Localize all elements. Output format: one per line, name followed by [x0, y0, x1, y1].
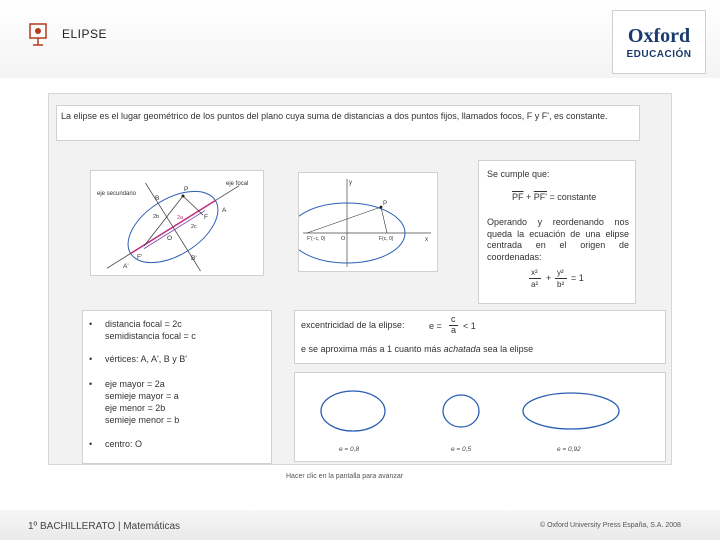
label-f: F — [204, 214, 208, 221]
frac-b2: b² — [557, 280, 565, 289]
label-eje-focal: eje focal — [226, 181, 249, 187]
label-fp: F'(−c, 0) — [307, 236, 326, 242]
bullet-2: • — [89, 354, 93, 364]
example-label-2: e = 0,5 — [451, 446, 472, 453]
equals-one: = 1 — [571, 273, 584, 283]
radius-pf — [183, 196, 203, 215]
point-p — [380, 206, 383, 209]
label-2a: 2a — [177, 215, 184, 221]
ellipse-elements-svg — [91, 171, 263, 275]
frac-a: a — [451, 325, 457, 335]
label-2c: 2c — [191, 224, 197, 230]
example-ellipse-3 — [523, 393, 619, 429]
oxford-logo — [612, 10, 706, 74]
eccentricity-label: excentricidad de la elipse: — [301, 320, 405, 330]
bullet-3: • — [89, 379, 93, 389]
eccentricity-examples-svg — [295, 373, 665, 461]
frac-a2: a² — [531, 280, 539, 289]
example-ellipse-2 — [443, 395, 479, 427]
ellipse-equation — [529, 267, 619, 297]
eccentricity-examples-box — [294, 372, 666, 462]
desc-pre: e se aproxima más a 1 cuanto más — [301, 344, 444, 354]
example-ellipse-1 — [321, 391, 385, 431]
ellipse-coordinates-svg — [299, 173, 437, 271]
desc-post: sea la elipse — [480, 344, 534, 354]
property-center: centro: O — [105, 439, 143, 449]
lectern-icon — [28, 22, 48, 46]
frac-c: c — [451, 314, 456, 324]
page-title: ELIPSE — [62, 27, 108, 41]
label-f: F(c, 0) — [379, 236, 394, 242]
eccentricity-description — [301, 344, 533, 356]
operando-text: Operando y reordenando nos queda la ecuación de una elipse centrada en el origen de coordenadas: — [487, 217, 629, 262]
property-minor-axis: eje menor = 2b — [105, 403, 166, 413]
bullet-1: • — [89, 319, 93, 329]
cumple-text: Se cumple que: — [487, 169, 550, 179]
example-label-3: e = 0,92 — [557, 446, 581, 453]
advance-hint[interactable]: Hacer clic en la pantalla para avanzar — [286, 473, 404, 480]
definition-text: La elipse es el lugar geométrico de los puntos del plano cuya suma de distancias a dos puntos fijos, llamados focos, F y F', es constante. — [61, 111, 608, 121]
frac-x2: x² — [531, 268, 538, 277]
label-ap: A' — [123, 263, 129, 270]
example-label-1: e = 0,8 — [339, 446, 360, 453]
logo-text-oxford: Oxford — [627, 25, 691, 47]
logo-text-educacion: EDUCACIÓN — [626, 49, 692, 60]
equals-constante: = constante — [547, 192, 597, 202]
label-p: P — [383, 201, 388, 207]
property-focal-distance: distancia focal = 2c — [105, 319, 182, 329]
eccentricity-formula — [429, 314, 489, 338]
label-x: x — [425, 237, 428, 243]
radius-pfp — [307, 207, 381, 233]
point-p — [182, 195, 185, 198]
property-semimajor: semieje mayor = a — [105, 391, 179, 401]
desc-emphasis: achatada — [443, 344, 481, 354]
label-a: A — [222, 207, 227, 214]
label-bp: B' — [191, 255, 197, 262]
plus-sign: + — [546, 273, 552, 283]
label-eje-secundario: eje secundario — [97, 191, 137, 197]
figure-ellipse-coordinates — [298, 172, 438, 272]
label-fp: F' — [137, 254, 143, 261]
property-semifocal: semidistancia focal = c — [105, 331, 196, 341]
figure-ellipse-elements — [90, 170, 264, 276]
equation-box — [478, 160, 636, 304]
label-o: O — [167, 235, 173, 242]
definition-box — [56, 105, 640, 141]
constant-sum — [512, 192, 596, 204]
footer-course: 1º BACHILLERATO | Matemáticas — [28, 521, 181, 532]
plus-text: + — [523, 192, 534, 202]
e-equals: e = — [429, 321, 442, 331]
frac-y2: y² — [557, 268, 564, 277]
radius-pfp — [144, 196, 183, 246]
property-semiminor: semieje menor = b — [105, 415, 180, 425]
label-p: P — [184, 186, 189, 193]
label-2b: 2b — [153, 214, 160, 220]
bullet-4: • — [89, 439, 93, 449]
label-b: B — [155, 195, 160, 202]
label-y: y — [349, 180, 352, 186]
property-vertices: vértices: A, A', B y B' — [105, 354, 187, 364]
header — [0, 0, 720, 78]
segment-pfp: PF' — [533, 192, 547, 202]
segment-pf: $\overline{PF}$ — [512, 192, 524, 202]
eccentricity-box — [294, 310, 666, 364]
label-o: O — [341, 236, 346, 242]
less-than-one: < 1 — [463, 321, 476, 331]
properties-box — [82, 310, 272, 464]
footer-copyright: © Oxford University Press España, S.A. 2008 — [540, 522, 681, 529]
property-major-axis: eje mayor = 2a — [105, 379, 165, 389]
